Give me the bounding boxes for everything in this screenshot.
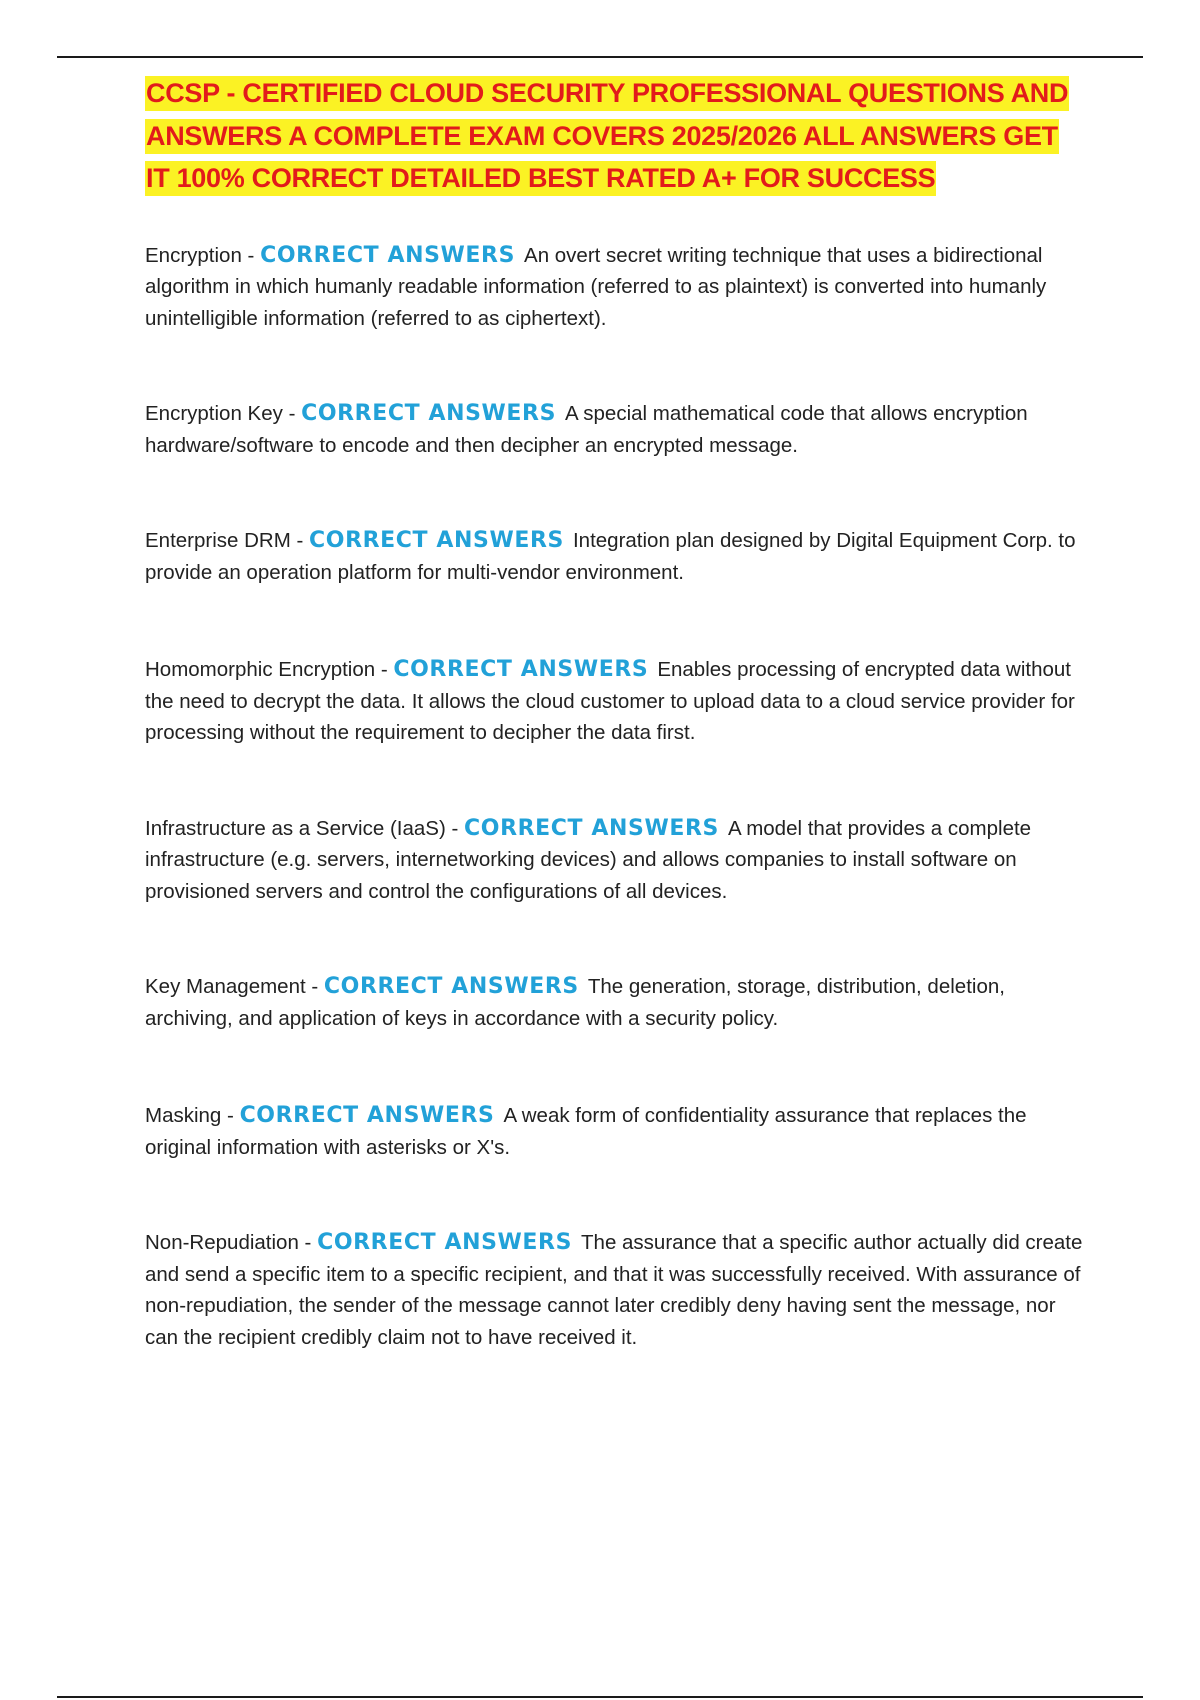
entry-definition: A special mathematical code that allows encryption hardware/software to encode and then decipher an encrypted message. (145, 402, 1028, 457)
correct-answers-label: CORRECT ANSWERS (260, 242, 516, 268)
correct-answers-label: CORRECT ANSWERS (323, 974, 579, 999)
entry-term: Non-Repudiation - (145, 1231, 318, 1254)
entry-definition: The generation, storage, distribution, deletion, archiving, and application of keys in accordance with a security policy. (145, 975, 1005, 1030)
entry-term: Key Management - (145, 975, 324, 998)
entry-enterprise-drm (145, 525, 1085, 588)
entry-definition: The assurance that a specific author actually did create and send a specific item to a specific recipient, and that it was successfully received. With assurance of non-repudiation, the sender of the message cannot later credibly deny having sent the message, nor can the recipient credibly claim not to have received it. (145, 1231, 1083, 1349)
entry-term: Enterprise DRM - (145, 529, 310, 552)
entry-term: Encryption Key - (145, 402, 302, 425)
entry-iaas (145, 813, 1085, 908)
bottom-rule (57, 1696, 1143, 1698)
entry-definition: A model that provides a complete infrastructure (e.g. servers, internetworking devices) and allows companies to install software on provisioned servers and control the configurations of all devices. (145, 816, 1032, 903)
document-title (145, 72, 1085, 200)
correct-answers-label: CORRECT ANSWERS (301, 401, 557, 426)
title-highlight: CCSP - CERTIFIED CLOUD SECURITY PROFESSIONAL QUESTIONS AND ANSWERS A COMPLETE EXAM COVERS 2025/2026 ALL ANSWERS GET IT 100% CORRECT DETAILED BEST RATED A+ FOR SUCCESS (145, 76, 1069, 196)
entry-masking (145, 1100, 1085, 1163)
correct-answers-label: CORRECT ANSWERS (239, 1103, 495, 1128)
entry-list (145, 240, 1085, 1354)
entry-non-repudiation (145, 1227, 1085, 1353)
entry-term: Infrastructure as a Service (IaaS) - (145, 816, 465, 840)
entry-key-management (145, 971, 1085, 1034)
entry-homomorphic-encryption (145, 654, 1085, 749)
entry-definition: A weak form of confidentiality assurance that replaces the original information with asterisks or X's. (145, 1104, 1027, 1159)
correct-answers-label: CORRECT ANSWERS (393, 657, 649, 682)
entry-term: Encryption - (145, 243, 261, 267)
entry-definition: An overt secret writing technique that uses a bidirectional algorithm in which humanly readable information (referred to as plaintext) is converted into humanly unintelligible information (referred to as ciphertext). (145, 243, 1047, 330)
document-body (145, 72, 1085, 1353)
entry-definition: Integration plan designed by Digital Equipment Corp. to provide an operation platform for multi-vendor environment. (145, 529, 1076, 584)
entry-term: Masking - (145, 1104, 240, 1127)
entry-definition: Enables processing of encrypted data without the need to decrypt the data. It allows the cloud customer to upload data to a cloud service provider for processing without the requirement to decipher the data first. (145, 658, 1075, 744)
correct-answers-label: CORRECT ANSWERS (464, 815, 719, 841)
entry-encryption (145, 240, 1085, 335)
correct-answers-label: CORRECT ANSWERS (309, 528, 564, 553)
top-rule (57, 56, 1143, 58)
entry-encryption-key (145, 398, 1085, 461)
correct-answers-label: CORRECT ANSWERS (317, 1230, 573, 1255)
entry-term: Homomorphic Encryption - (145, 658, 394, 681)
